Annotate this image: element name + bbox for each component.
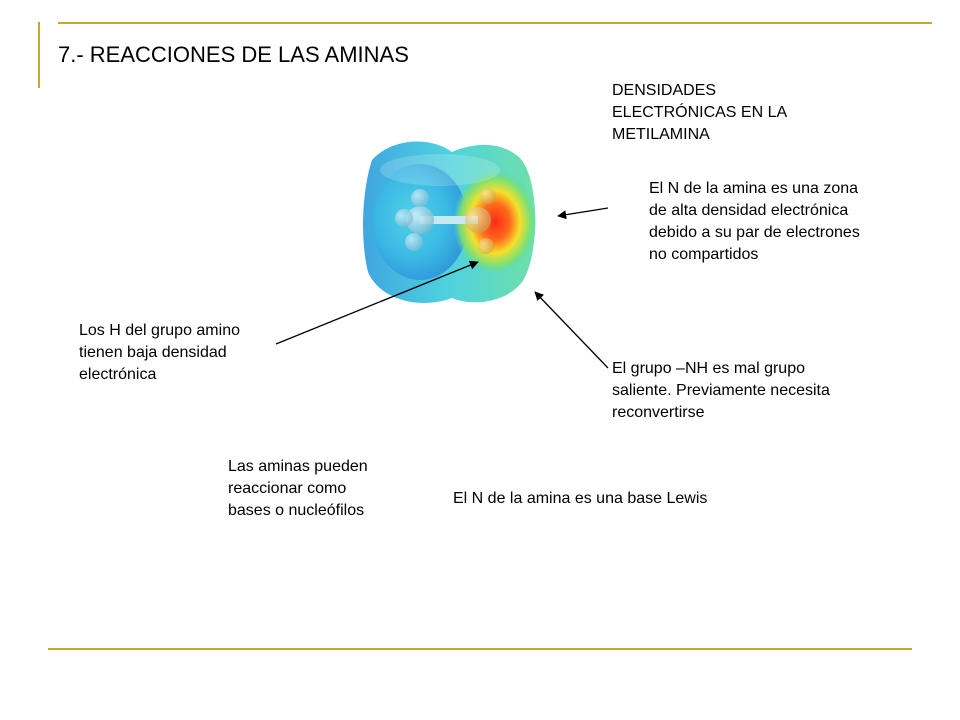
slide-title: 7.- REACCIONES DE LAS AMINAS <box>58 42 409 67</box>
annotation-bases: Las aminas pueden reaccionar como bases o nucleófilos <box>228 458 368 519</box>
heading-densidades: DENSIDADES ELECTRÓNICAS EN LA METILAMINA <box>612 82 788 143</box>
annotation-nitrogen-density: El N de la amina es una zona de alta densidad electrónica debido a su par de electrones no compartidos <box>649 180 860 263</box>
arrow-to-nh-group <box>535 292 608 368</box>
annotation-hydrogen-density: Los H del grupo amino tienen baja densidad electrónica <box>79 322 240 383</box>
arrow-to-nitrogen <box>558 208 608 216</box>
annotation-lewis-base: El N de la amina es una base Lewis <box>453 490 708 507</box>
annotation-nh-group: El grupo –NH es mal grupo saliente. Previamente necesita reconvertirse <box>612 360 830 421</box>
